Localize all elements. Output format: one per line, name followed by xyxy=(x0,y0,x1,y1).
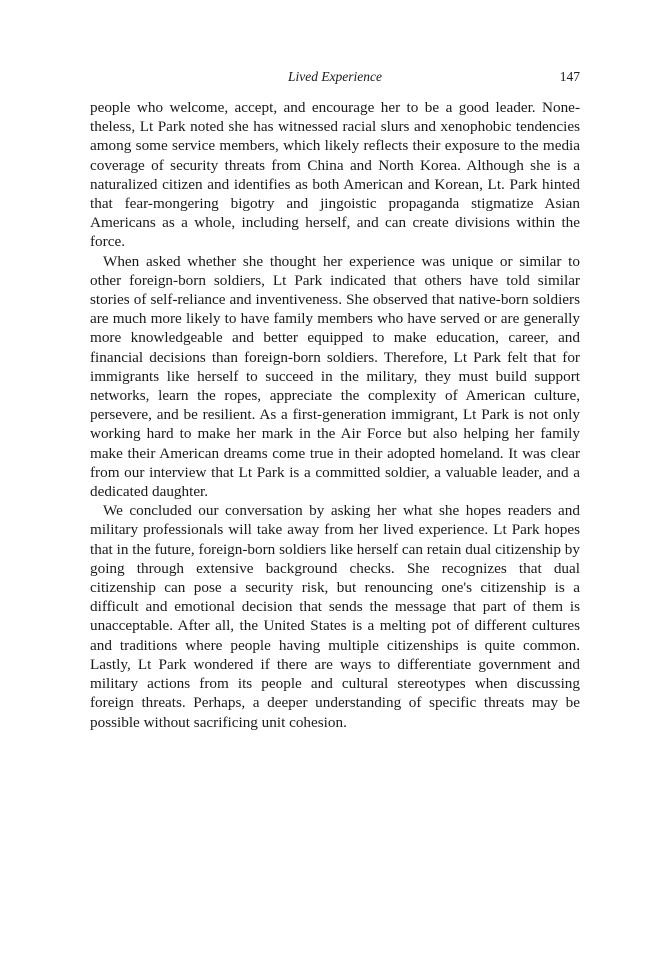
running-head xyxy=(90,68,580,86)
page-number: 147 xyxy=(559,69,580,84)
paragraph: When asked whether she thought her experience was unique or similar to other foreign-born soldiers, Lt Park indicated that others have told similar stories of self-reliance and inventiveness. She observed that native-born soldiers are much more likely to have family members who have served or are generally more knowledgeable and better equipped to make education, career, and financial decisions than foreign-born soldiers. Therefore, Lt Park felt that for immigrants like herself to succeed in the military, they must build support networks, learn the ropes, appreciate the complexity of American culture, persevere, and be resilient. As a first-generation immigrant, Lt Park is not only working hard to make her mark in the Air Force but also helping her family make their American dreams come true in their adopted homeland. It was clear from our interview that Lt Park is a committed soldier, a valuable leader, and a dedicated daughter. xyxy=(90,252,580,501)
running-title: Lived Experience xyxy=(287,69,383,84)
book-page xyxy=(90,0,580,975)
paragraph-continued: people who welcome, accept, and encourage her to be a good leader. Nonetheless, Lt Park noted she has witnessed racial slurs and xenophobic tendencies among some service members, which likely reflects their exposure to the media coverage of security threats from China and North Korea. Although she is a naturalized citizen and identifies as both American and Korean, Lt. Park hinted that fear-mongering bigotry and jingoistic propaganda stigmatize Asian Americans as a whole, including herself, and can create divisions within the force. xyxy=(90,99,580,251)
paragraph: We concluded our conversation by asking her what she hopes readers and military professionals will take away from her lived experience. Lt Park hopes that in the future, foreign-born soldiers like herself can retain dual citizenship by going through extensive background checks. She recognizes that dual citizenship can pose a security risk, but renouncing one's citizenship is a difficult and emotional decision that sends the message that part of them is unacceptable. After all, the United States is a melting pot of different cultures and traditions where people having multiple citizenships is quite common. Lastly, Lt Park wondered if there are ways to differentiate government and military actions from its people and cultural stereotypes when discussing foreign threats. Perhaps, a deeper understanding of specific threats may be possible without sacrificing unit cohesion. xyxy=(90,502,580,731)
body-text xyxy=(90,98,580,732)
